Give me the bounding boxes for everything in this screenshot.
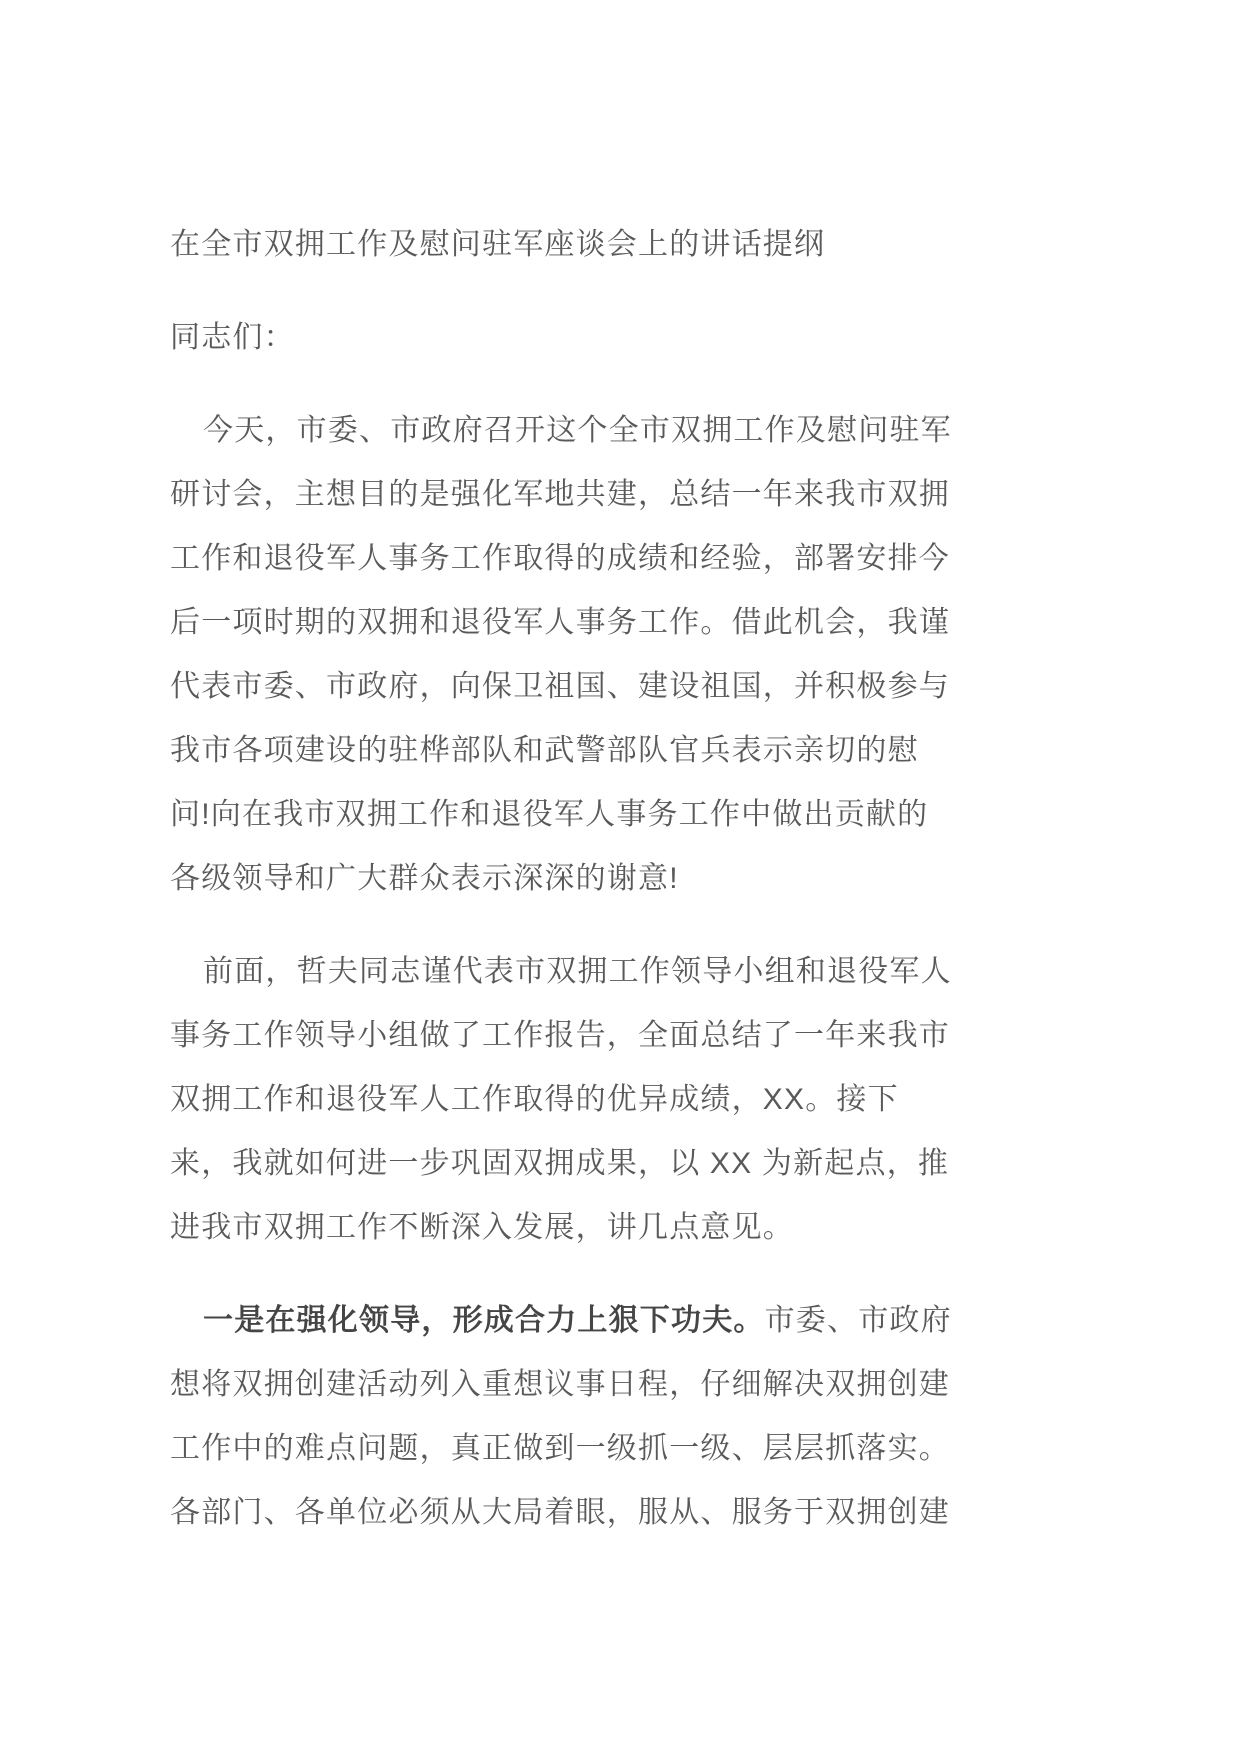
paragraph-point-one [170,1289,952,1545]
document-body [170,213,952,1545]
salutation: 同志们： [170,321,295,354]
paragraph-report-summary: 前面，哲夫同志谨代表市双拥工作领导小组和退役军人事务工作领导小组做了工作报告，全面总结了一年来我市双拥工作和退役军人工作取得的优异成绩，XX。接下来，我就如何进一步巩固双拥成果，以 XX 为新起点，推进我市双拥工作不断深入发展，讲几点意见。 [170,955,952,1244]
document-title: 在全市双拥工作及慰问驻军座谈会上的讲话提纲 [170,228,826,261]
paragraph-opening: 今天，市委、市政府召开这个全市双拥工作及慰问驻军研讨会，主想目的是强化军地共建，总结一年来我市双拥工作和退役军人事务工作取得的成绩和经验，部署安排今后一项时期的双拥和退役军人事务工作。借此机会，我谨代表市委、市政府，向保卫祖国、建设祖国，并积极参与我市各项建设的驻桦部队和武警部队官兵表示亲切的慰问!向在我市双拥工作和退役军人事务工作中做出贡献的各级领导和广大群众表示深深的谢意! [170,414,952,895]
paragraph-point-one-bold-lead: 一是在强化领导，形成合力上狠下功夫。 [203,1304,765,1337]
paragraph-point-one-body: 市委、市政府想将双拥创建活动列入重想议事日程，仔细解决双拥创建工作中的难点问题，真正做到一级抓一级、层层抓落实。各部门、各单位必须从大局着眼，服从、服务于双拥创建 [170,1304,952,1529]
